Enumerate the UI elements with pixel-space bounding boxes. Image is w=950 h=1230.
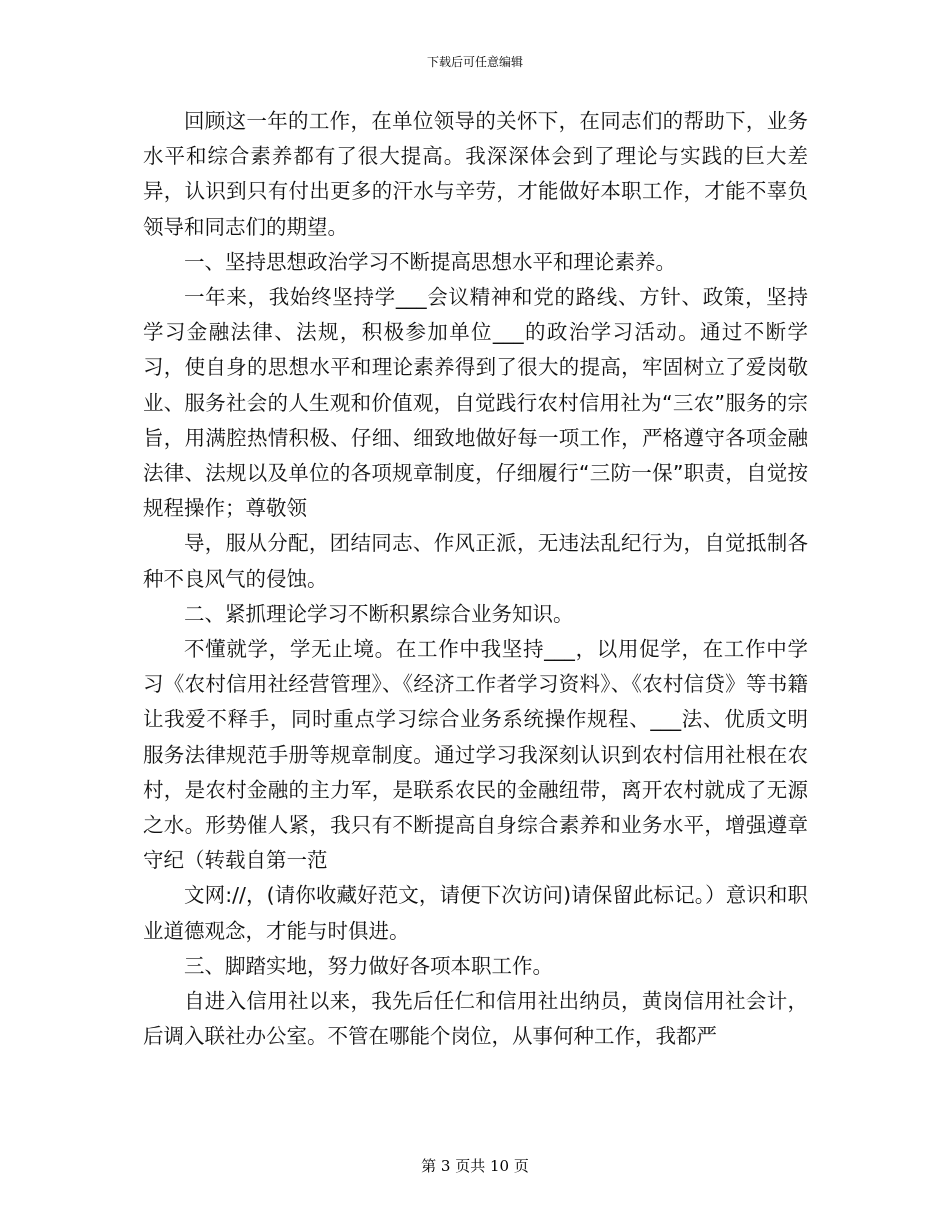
paragraph-section-2: 不懂就学，学无止境。在工作中我坚持___，以用促学，在工作中学习《农村信用社经营管理》、《经济工作者学习资料》、《农村信贷》等书籍让我爱不释手，同时重点学习综合业务系统操作规程、___法、优质文明服务法律规范手册等规章制度。通过学习我深刻认识到农村信用社根在农村，是农村金融的主力军，是联系农民的金融纽带，离开农村就成了无源之水。形势催人紧，我只有不断提高自身综合素养和业务水平，增强遵章守纪（转载自第一范 [143, 637, 808, 873]
section-heading-2: 二、紧抓理论学习不断积累综合业务知识。 [184, 601, 574, 626]
page-header: 下载后可任意编辑 [426, 55, 523, 69]
paragraph-section-1-cont: 导，服从分配，团结同志、作风正派，无违法乱纪行为，自觉抵制各种不良风气的侵蚀。 [143, 531, 808, 591]
document-body [143, 104, 808, 1054]
section-heading-3: 三、脚踏实地，努力做好各项本职工作。 [184, 953, 553, 978]
page-number: 第 3 页共 10 页 [421, 1157, 529, 1175]
paragraph-section-3: 自进入信用社以来，我先后任仁和信用社出纳员，黄岗信用社会计，后调入联社办公室。不管在哪能个岗位，从事何种工作，我都严 [143, 989, 808, 1049]
section-heading-1: 一、坚持思想政治学习不断提高思想水平和理论素养。 [184, 249, 676, 274]
paragraph-intro: 回顾这一年的工作，在单位领导的关怀下，在同志们的帮助下，业务水平和综合素养都有了很大提高。我深深体会到了理论与实践的巨大差异，认识到只有付出更多的汗水与辛劳，才能做好本职工作，才能不辜负领导和同志们的期望。 [143, 109, 808, 239]
paragraph-section-2-cont: 文网://，(请你收藏好范文，请便下次访问)请保留此标记。）意识和职业道德观念，才能与时俱进。 [143, 883, 808, 943]
paragraph-section-1: 一年来，我始终坚持学___会议精神和党的路线、方针、政策，坚持学习金融法律、法规，积极参加单位___的政治学习活动。通过不断学习，使自身的思想水平和理论素养得到了很大的提高，牢固树立了爱岗敬业、服务社会的人生观和价值观，自觉践行农村信用社为“三农”服务的宗旨，用满腔热情积极、仔细、细致地做好每一项工作，严格遵守各项金融法律、法规以及单位的各项规章制度，仔细履行“三防一保”职责，自觉按规程操作；尊敬领 [143, 285, 808, 521]
